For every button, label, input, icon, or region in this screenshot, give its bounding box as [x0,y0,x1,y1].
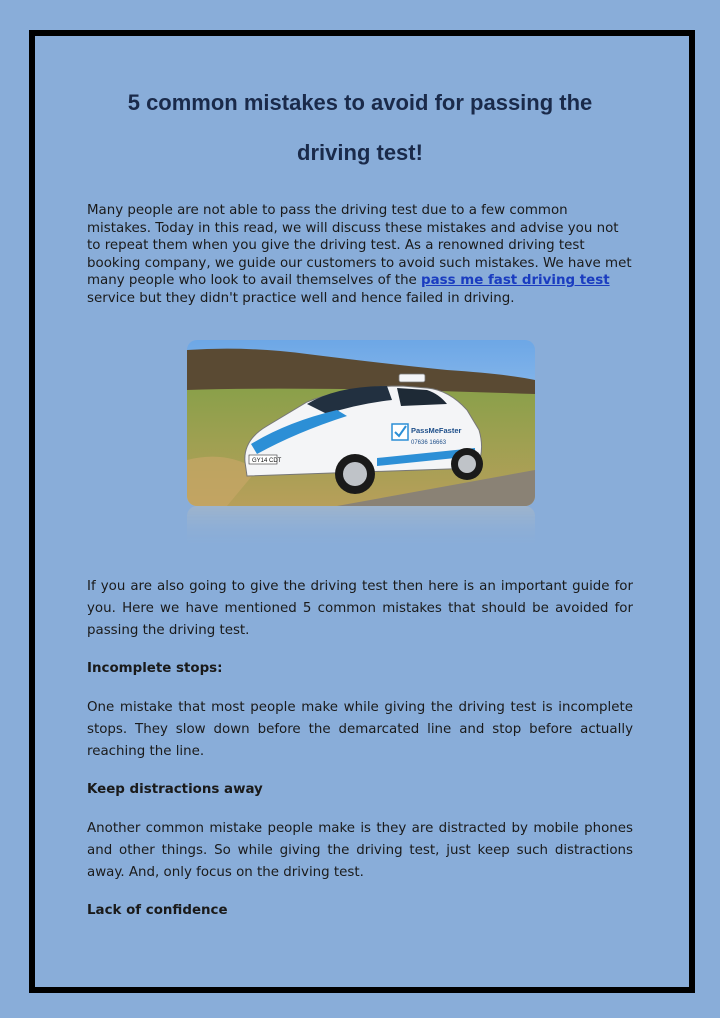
intro-text-before-link: Many people are not able to pass the driving test due to a few common mistakes. Today in this read, we will discuss these mistakes and advise you not to repeat them when you give the driving test. As a renowned driving test booking company, we guide our customers to avoid such mistakes. We have met many people who look to avail themselves of the [87,203,632,289]
section-heading-incomplete-stops: Incomplete stops: [87,661,223,676]
car-photo [187,340,535,550]
intro-paragraph [87,202,635,308]
car-photo-reflection [187,506,535,550]
car-brand-text: PassMeFaster [411,426,462,435]
car-phone-text: 07636 16663 [411,440,447,446]
section-body-incomplete-stops: One mistake that most people make while giving the driving test is incomplete stops. They slow down before the demarcated line and stop before actually reaching the line. [87,700,633,759]
intro-text-after-link: service but they didn't practice well and hence failed in driving. [87,290,515,306]
pass-me-fast-link[interactable]: pass me fast driving test [421,273,610,289]
document-title-line-1: 5 common mistakes to avoid for passing the [127,90,593,115]
number-plate-text: GY14 CDT [252,458,282,464]
section-heading-keep-distractions-away: Keep distractions away [87,782,263,797]
guide-paragraph: If you are also going to give the driving test then here is an important guide for you. Here we have mentioned 5 common mistakes that should be avoided for passing the driving test. [87,579,633,638]
document-title-line-2: driving test! [297,140,423,165]
section-body-keep-distractions-away: Another common mistake people make is they are distracted by mobile phones and other things. So while giving the driving test, just keep such distractions away. And, only focus on the driving test. [87,821,633,880]
driving-school-car-image [187,340,535,506]
section-heading-lack-of-confidence: Lack of confidence [87,903,228,918]
